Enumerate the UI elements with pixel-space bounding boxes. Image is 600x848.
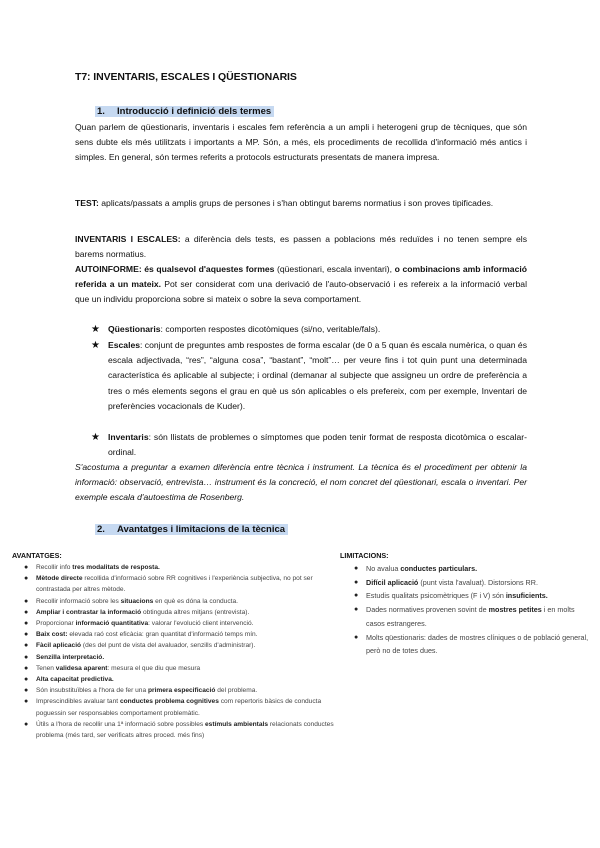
bullet-text: : són llistats de problemes o símptomes que poden tenir format de resposta dicotòmica o escalar-ordinal. [108, 432, 527, 458]
exam-note: S'acostuma a preguntar a examen diferència entre tècnica i instrument. La tècnica és el procediment per obtenir la informació: observació, entrevista… instrument és la concreció, el nom concret del qüestionari, escala o inventari. Per exemple escala d'autoestima de Rosenberg. [75, 462, 527, 503]
bullet-icon: ● [24, 687, 29, 695]
list-item: ● Molts qüestionaris: dades de mostres clíniques o de població general, però no de totes dues. [354, 632, 589, 656]
section-number: 1. [97, 106, 105, 117]
star-icon: ★ [91, 340, 100, 351]
term-autoinforme: AUTOINFORME: és qualsevol d'aquestes formes [75, 264, 275, 274]
bullet-icon: ● [24, 664, 29, 672]
bullet-icon: ● [24, 575, 29, 583]
test-text: aplicats/passats a amplis grups de persones i s'han obtingut barems normatius i son proves tipificades. [98, 198, 494, 208]
bullet-icon: ● [24, 564, 29, 571]
advantages-title: AVANTATGES: [12, 551, 62, 560]
advantages-list [23, 562, 335, 741]
document-title: T7: INVENTARIS, ESCALES I QÜESTIONARIS [75, 71, 297, 83]
section-heading-1 [95, 106, 274, 117]
autoinforme-text-1: (qüestionari, escala inventari), [274, 264, 395, 274]
bullet-text: : comporten respostes dicotòmiques (si/no, veritable/fals). [160, 324, 381, 334]
bullet-icon: ● [354, 633, 359, 641]
bullet-text: : conjunt de preguntes amb respostes de forma escalar (de 0 a 5 quan és escala numèrica, o quan és escala adjectivada, “res”, “alguna cosa”, “bastant”, “molt”… per veure fins i tot quin punt una determinada característica és aplicable al subjecte; i ordinal (demanar al subjecte que assigneu un ordre de preferència a tres o més elements segons el grau en què us són aplicables o els prefereix, com per exemple, Inventari de preferències vocacionals de Kuder). [108, 340, 527, 411]
list-item: ● Imprescindibles avaluar tant conductes problema cognitives com repertoris bàsics de conducta poguessin ser responsables comportament problemàtic. [24, 698, 322, 717]
bullet-icon: ● [24, 698, 29, 706]
list-item: ● Recollir info tres modalitats de resposta. [23, 562, 335, 573]
bullet-icon: ● [24, 720, 29, 728]
list-item: ● Alta capacitat predictiva. [23, 674, 335, 685]
bullet-icon: ● [354, 565, 359, 572]
list-item: ● Mètode directe recollida d'informació sobre RR cognitives i l'experiència subjectiva, no pot ser contrastada per altres mètode. [24, 575, 313, 594]
section-title: Introducció i definició dels termes [117, 106, 272, 117]
autoinforme-definition [75, 262, 527, 308]
list-item: ● Senzilla interpretació. [23, 652, 335, 663]
bullet-term: Inventaris [108, 432, 149, 442]
autoinforme-text-2: Pot ser considerat com una derivació de l'auto-observació i es refereix a la informació verbal que un individu proporciona sobre si mateix o sobre la seva comportament. [75, 279, 527, 305]
bullet-icon: ● [354, 606, 359, 614]
bullet-inventaris [91, 430, 527, 460]
bullet-icon: ● [354, 592, 359, 600]
star-icon: ★ [91, 432, 100, 443]
term-combinacions: o combinacions amb informació referida a un mateix. [75, 264, 528, 290]
bullet-icon: ● [24, 676, 29, 684]
section-title: Avantatges i limitacions de la tècnica [117, 524, 286, 535]
bullet-term: Qüestionaris [108, 324, 161, 334]
list-item: ● Recollir informació sobre les situacions en què es dóna la conducta. [23, 596, 335, 607]
intro-paragraph: Quan parlem de qüestionaris, inventaris i escales fem referència a un ampli i heterogeni grup de tècniques, que són sens dubte els més utilitzats i importants a MP. Són, a més, els procediments de recollida d'informació més antics i simples. En general, són termes referits a protocols estructurats presentats de manera impresa. [75, 122, 527, 163]
bullet-icon: ● [24, 620, 29, 628]
list-item: ● Difícil aplicació (punt vista l'avaluat). Distorsions RR. [353, 576, 589, 590]
term-inventaris: INVENTARIS I ESCALES: [75, 234, 181, 244]
star-icon: ★ [91, 324, 100, 335]
term-test: TEST: [75, 198, 99, 208]
bullet-icon: ● [24, 608, 29, 616]
bullet-escales [91, 338, 527, 414]
bullet-icon: ● [354, 578, 359, 586]
bullet-term: Escales [108, 340, 141, 350]
bullet-icon: ● [24, 653, 29, 661]
list-item: ● Estudis qualitats psicomètriques (F i V) són insuficients. [353, 589, 589, 603]
test-definition [75, 196, 527, 211]
bullet-icon: ● [24, 597, 29, 605]
list-item: ● Tenen validesa aparent: mesura el que diu que mesura [23, 663, 335, 674]
bullet-questionaris [91, 322, 527, 337]
limitations-list [353, 562, 589, 658]
section-number: 2. [97, 524, 105, 535]
list-item: ● No avalua conductes particulars. [353, 562, 589, 576]
list-item: ● Fàcil aplicació (des del punt de vista del avaluador, senzills d'administrar). [23, 640, 335, 651]
section-heading-2 [95, 524, 288, 535]
bullet-icon: ● [24, 631, 29, 639]
list-item: ● Baix cost: elevada raó cost eficàcia: gran quantitat d'informació temps mín. [23, 629, 335, 640]
list-item: ● Dades normatives provenen sovint de mostres petites i en molts casos estrangeres. [354, 605, 575, 628]
list-item: ● Ampliar i contrastar la informació obtinguda altres mitjans (entrevista). [23, 607, 335, 618]
list-item: ● Útils a l'hora de recollir una 1ª informació sobre possibles estímuls ambientals relacionats conductes problema (més tard, ser verificats altres proced. més fins) [24, 720, 334, 740]
list-item: ● Són insubstituïbles a l'hora de fer una primera especificació del problema. [23, 685, 335, 696]
inventaris-text: a diferència dels tests, es passen a poblacions més reduïdes i no tenen sempre els barems normatius. [75, 234, 527, 260]
inventaris-definition [75, 232, 527, 262]
bullet-icon: ● [24, 642, 29, 650]
limitations-title: LIMITACIONS: [340, 551, 389, 560]
list-item: ● Proporcionar informació quantitativa: valorar l'evolució client intervenció. [23, 618, 335, 629]
